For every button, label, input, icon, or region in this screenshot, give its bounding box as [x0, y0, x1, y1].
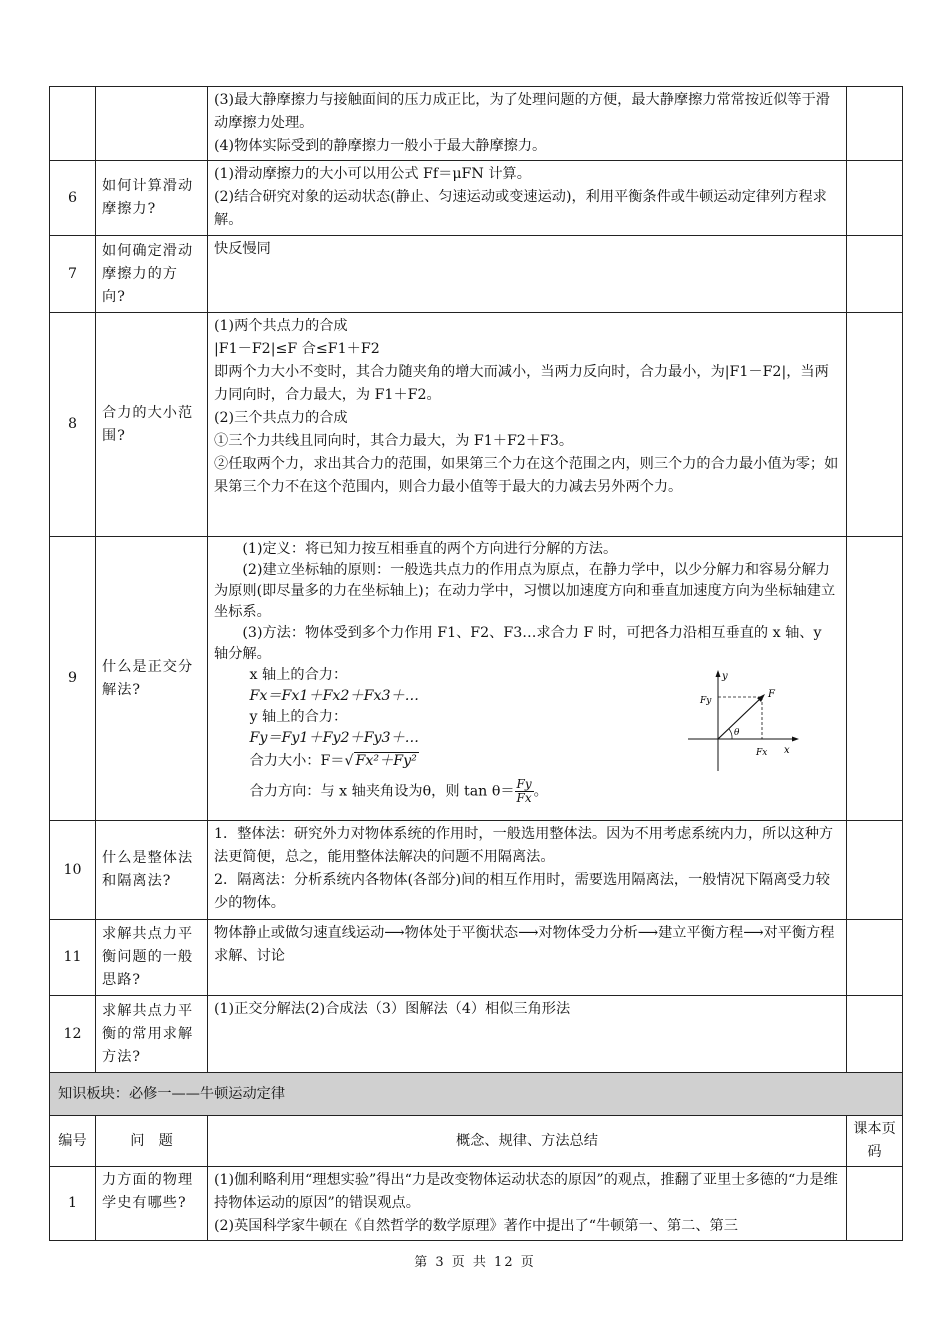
- fraction-denominator: Fx: [516, 791, 532, 805]
- row-number: 6: [50, 161, 96, 236]
- row-question: 什么是正交分解法?: [96, 537, 208, 821]
- page-footer: 第 3 页 共 12 页: [414, 1255, 536, 1270]
- row-content: [208, 537, 847, 821]
- content-line: x 轴上的合力：: [249, 667, 348, 683]
- force-decomposition-diagram: [686, 667, 816, 777]
- row-number: [50, 87, 96, 161]
- row-number: 8: [50, 313, 96, 537]
- row-number: 10: [50, 821, 96, 920]
- table-row: [50, 236, 903, 313]
- content-line: 即两个力大小不变时，其合力随夹角的增大而减小，当两力反向时，合力最小，为|F1－F2|，当两力同向时，合力最大，为 F1＋F2。: [214, 364, 829, 403]
- row-page: [847, 236, 903, 313]
- section-name: 必修一——牛顿运动定律: [128, 1085, 286, 1102]
- section-row: [50, 1073, 903, 1116]
- content-line: 快反慢同: [214, 241, 271, 257]
- diagram-label-theta: θ: [734, 728, 740, 738]
- table-row: [50, 1167, 903, 1241]
- row-question: 如何确定滑动摩擦力的方向?: [96, 236, 208, 313]
- section-label: 知识板块：: [58, 1085, 129, 1102]
- row-question: 求解共点力平衡的常用求解方法?: [96, 996, 208, 1073]
- content-line: 2．隔离法：分析系统内各物体(各部分)间的相互作用时，需要选用隔离法，一般情况下隔离受力较少的物体。: [214, 872, 830, 911]
- content-line: ①三个力共线且同向时，其合力最大，为 F1＋F2＋F3。: [214, 433, 574, 449]
- section-title: [50, 1073, 903, 1116]
- content-line: ②任取两个力，求出其合力的范围，如果第三个力在这个范围之内，则三个力的合力最小值为零；如果第三个力不在这个范围内，则合力最小值等于最大的力减去另外两个力。: [214, 456, 839, 495]
- row-question: 力方面的物理学史有哪些?: [96, 1167, 208, 1241]
- period: 。: [533, 783, 548, 800]
- row-page: [847, 1167, 903, 1241]
- row-page: [847, 87, 903, 161]
- tan-fraction: [515, 778, 534, 805]
- content-line: (2)三个共点力的合成: [214, 410, 348, 426]
- header-content: 概念、规律、方法总结: [208, 1116, 847, 1167]
- content-line: (2)英国科学家牛顿在《自然哲学的数学原理》著作中提出了“牛顿第一、第二、第三: [214, 1218, 738, 1234]
- diagram-label-x: x: [784, 745, 790, 756]
- row-content: [208, 996, 847, 1073]
- table-row: [50, 87, 903, 161]
- content-line: (1)两个共点力的合成: [214, 318, 348, 334]
- table-row: [50, 161, 903, 236]
- content-line: (1)定义：将已知力按互相垂直的两个方向进行分解的方法。: [242, 541, 618, 557]
- row-content: [208, 920, 847, 996]
- row-question: 什么是整体法和隔离法?: [96, 821, 208, 920]
- header-number: 编号: [50, 1116, 96, 1167]
- content-line: (3)方法：物体受到多个力作用 F1、F2、F3…求合力 F 时，可把各力沿相互垂直的 x 轴、y 轴分解。: [214, 625, 822, 662]
- row-content: [208, 161, 847, 236]
- content-line: 1．整体法：研究外力对物体系统的作用时，一般选用整体法。因为不用考虑系统内力，所以这种方法更简便，总之，能用整体法解决的问题不用隔离法。: [214, 826, 834, 865]
- content-line: (3)最大静摩擦力与接触面间的压力成正比，为了处理问题的方便，最大静摩擦力常常按近似等于滑动摩擦力处理。: [214, 92, 830, 131]
- row-number: 11: [50, 920, 96, 996]
- content-line: 物体静止或做匀速直线运动⟶物体处于平衡状态⟶对物体受力分析⟶建立平衡方程⟶对平衡方程求解、讨论: [214, 925, 835, 964]
- content-line: (1)滑动摩擦力的大小可以用公式 Ff＝μFN 计算。: [214, 166, 531, 182]
- row-number: 7: [50, 236, 96, 313]
- row-question: 如何计算滑动摩擦力?: [96, 161, 208, 236]
- row-content: [208, 87, 847, 161]
- content-line: |F1－F2|≤F 合≤F1＋F2: [214, 341, 380, 357]
- table-row: [50, 920, 903, 996]
- content-line: (1)伽利略利用“理想实验”得出“力是改变物体运动状态的原因”的观点，推翻了亚里士多德的“力是维持物体运动的原因”的错误观点。: [214, 1172, 838, 1211]
- direction-label: 合力方向：与 x 轴夹角设为θ，则 tan θ＝: [249, 783, 515, 800]
- content-line: (2)建立坐标轴的原则：一般选共点力的作用点为原点，在静力学中，以少分解力和容易分解力为原则(即尽量多的力在坐标轴上)；在动力学中，习惯以加速度方向和垂直加速度方向为坐标轴建立坐标系。: [214, 562, 836, 620]
- row-content: [208, 821, 847, 920]
- content-line: (1)正交分解法(2)合成法（3）图解法（4）相似三角形法: [214, 1001, 571, 1017]
- table-row: [50, 313, 903, 537]
- formula-line: Fx＝Fx1＋Fx2＋Fx3＋…: [249, 688, 419, 704]
- fraction-numerator: Fy: [516, 777, 532, 791]
- row-page: [847, 821, 903, 920]
- table-row: [50, 996, 903, 1073]
- row-content: [208, 236, 847, 313]
- header-question: 问 题: [96, 1116, 208, 1167]
- header-row: [50, 1116, 903, 1167]
- row-question: [96, 87, 208, 161]
- formula-line: 合力大小：F＝√ Fx²＋Fy²: [249, 753, 417, 769]
- content-line: y 轴上的合力：: [249, 709, 348, 725]
- formula-line: [214, 778, 840, 805]
- diagram-label-y: y: [722, 671, 728, 682]
- formula-line: Fy＝Fy1＋Fy2＋Fy3＋…: [249, 730, 419, 746]
- row-page: [847, 313, 903, 537]
- knowledge-table: [49, 86, 903, 1241]
- magnitude-label: 合力大小：F＝: [249, 753, 345, 769]
- row-question: 求解共点力平衡问题的一般思路?: [96, 920, 208, 996]
- row-content: [208, 1167, 847, 1241]
- row-content: [208, 313, 847, 537]
- sqrt-expression: Fx²＋Fy²: [355, 753, 417, 769]
- diagram-label-Fx: Fx: [756, 748, 768, 758]
- diagram-label-Fy: Fy: [700, 696, 712, 706]
- row-number: 12: [50, 996, 96, 1073]
- row-page: [847, 920, 903, 996]
- content-line: (2)结合研究对象的运动状态(静止、匀速运动或变速运动)，利用平衡条件或牛顿运动定律列方程求解。: [214, 189, 827, 228]
- row-page: [847, 161, 903, 236]
- row-question: 合力的大小范围?: [96, 313, 208, 537]
- header-page: 课本页码: [847, 1116, 903, 1167]
- table-row: [50, 537, 903, 821]
- row-number: 1: [50, 1167, 96, 1241]
- table-row: [50, 821, 903, 920]
- row-page: [847, 996, 903, 1073]
- row-number: 9: [50, 537, 96, 821]
- diagram-label-F: F: [768, 689, 775, 700]
- content-line: (4)物体实际受到的静摩擦力一般小于最大静摩擦力。: [214, 138, 547, 154]
- row-page: [847, 537, 903, 821]
